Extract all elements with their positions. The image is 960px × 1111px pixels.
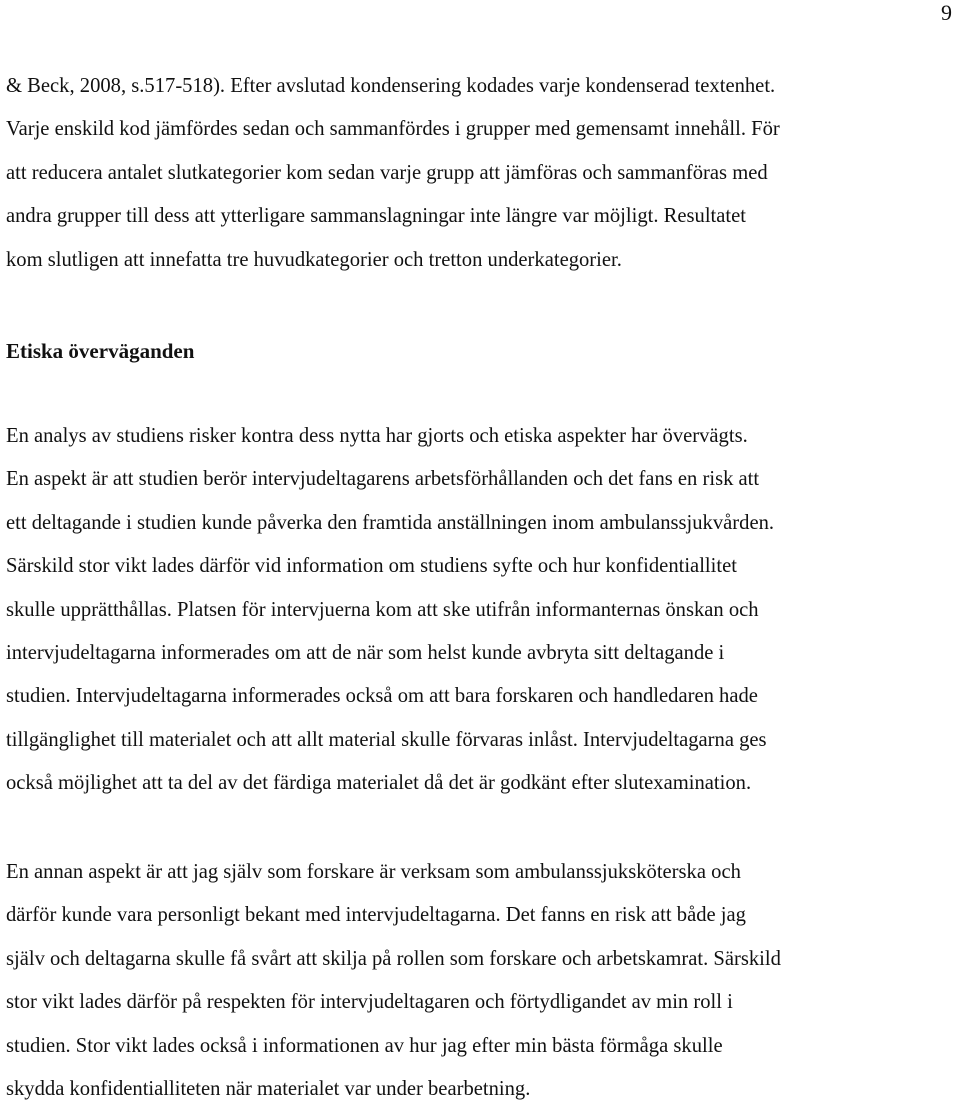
page-number: 9 <box>941 0 952 25</box>
text-line: En analys av studiens risker kontra dess nytta har gjorts och etiska aspekter har övervägts. <box>6 425 748 447</box>
text-line: tillgänglighet till materialet och att allt material skulle förvaras inlåst. Intervjudeltagarna ges <box>6 728 767 751</box>
text-line: studien. Stor vikt lades också i informationen av hur jag efter min bästa förmåga skulle <box>6 1034 723 1057</box>
text-line: skydda konfidentialliteten när materialet var under bearbetning. <box>6 1078 531 1101</box>
text-line: Särskild stor vikt lades därför vid information om studiens syfte och hur konfidentiallitet <box>6 555 737 578</box>
text-line: En annan aspekt är att jag själv som forskare är verksam som ambulanssjuksköterska och <box>6 861 741 883</box>
text-line: andra grupper till dess att ytterligare sammanslagningar inte längre var möjligt. Resultatet <box>6 205 747 228</box>
text-line: kom slutligen att innefatta tre huvudkategorier och tretton underkategorier. <box>6 248 622 271</box>
text-line: skulle upprätthållas. Platsen för intervjuerna kom att ske utifrån informanternas önskan och <box>6 598 759 621</box>
text-line: också möjlighet att ta del av det färdiga materialet då det är godkänt efter slutexamination. <box>6 772 752 795</box>
paragraph-ethics-risks <box>6 415 954 806</box>
paragraph-researcher-role <box>6 851 954 1111</box>
section-heading-ethics: Etiska överväganden <box>6 339 195 363</box>
text-line: själv och deltagarna skulle få svårt att skilja på rollen som forskare och arbetskamrat. Särskild <box>6 947 781 970</box>
text-line: ett deltagande i studien kunde påverka den framtida anställningen inom ambulanssjukvården. <box>6 511 775 534</box>
paragraph-method-condensation <box>6 65 954 282</box>
text-line: att reducera antalet slutkategorier kom sedan varje grupp att jämföras och sammanföras med <box>6 161 768 184</box>
text-line: stor vikt lades därför på respekten för intervjudeltagaren och förtydligandet av min roll i <box>6 991 733 1014</box>
text-line: studien. Intervjudeltagarna informerades också om att bara forskaren och handledaren hade <box>6 685 758 708</box>
text-line: därför kunde vara personligt bekant med intervjudeltagarna. Det fanns en risk att både jag <box>6 904 746 927</box>
text-line: & Beck, 2008, s.517-518). Efter avslutad kondensering kodades varje kondenserad textenhet. <box>6 75 776 97</box>
text-line: En aspekt är att studien berör intervjudeltagarens arbetsförhållanden och det fans en risk att <box>6 468 760 491</box>
text-line: intervjudeltagarna informerades om att de när som helst kunde avbryta sitt deltagande i <box>6 642 725 665</box>
text-line: Varje enskild kod jämfördes sedan och sammanfördes i grupper med gemensamt innehåll. För <box>6 118 780 141</box>
